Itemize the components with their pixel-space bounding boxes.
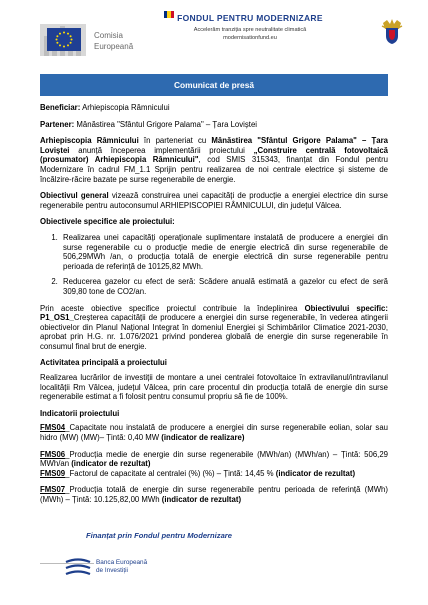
intro-paragraph bbox=[40, 136, 388, 184]
indicator-text: _Capacitate nou instalată de producere a energiei din surse regenerabile eolian, solar sau hidro (MW) (MW)– Țintă: 0,40 MW bbox=[40, 423, 388, 443]
intro-beneficiary: Arhiepiscopia Râmnicului bbox=[40, 136, 139, 146]
indicator-item bbox=[40, 469, 388, 479]
ec-logo-line-1: Comisia bbox=[94, 31, 123, 40]
main-activity-text: Realizarea lucrărilor de investiții de montare a unei centralei fotovoltaice în extravilanul/intravilanul localității Rm Vâlcea, județul Vâlcea, prin care procentul din producția totală de energie din surse regenerabile estimat a fi folosit pentru consumul propriu să fie de 100%. bbox=[40, 373, 388, 402]
beneficiary-value: Arhiepiscopia Râmnicului bbox=[82, 103, 170, 112]
indicator-type: (indicator de rezultat) bbox=[71, 459, 151, 469]
document-header bbox=[0, 0, 428, 68]
specific-objectives-heading: Obiectivele specifice ale proiectului: bbox=[40, 217, 175, 227]
main-activity-heading: Activitatea principală a proiectului bbox=[40, 358, 167, 368]
intro-text-1: în parteneriat cu bbox=[138, 136, 212, 146]
list-item: 2. Reducerea gazelor cu efect de seră: Scădere anuală estimată a gazelor cu efect de seră 309,80 tone de CO2/an. bbox=[60, 277, 388, 296]
partner-value: Mânăstirea "Sfântul Grigore Palama" – Țara Loviștei bbox=[76, 119, 258, 129]
intro-text-3: , cod SMIS 315343, finanțat din Fondul pentru Modernizare în cadrul FM_1.1 Sprijin pentru realizarea de noi centrale electrice și sisteme de încălzire-răcire bazate pe surse regenerabile de energie. bbox=[40, 155, 389, 184]
indicators-heading: Indicatorii proiectului bbox=[40, 408, 120, 418]
eib-logo-icon bbox=[64, 557, 92, 579]
beneficiary-label: Beneficiar: bbox=[40, 103, 81, 112]
indicator-item bbox=[40, 423, 388, 442]
indicators-title bbox=[40, 409, 388, 419]
contribution-paragraph bbox=[40, 304, 388, 352]
indicator-code: FMS06 bbox=[40, 449, 66, 459]
indicator-type: (indicator de rezultat) bbox=[275, 468, 356, 478]
fund-website: modernisationfund.eu bbox=[223, 35, 277, 41]
romanian-coat-of-arms-icon bbox=[380, 17, 404, 45]
eib-text-line-1: Banca Europeană bbox=[96, 559, 148, 566]
main-activity-title bbox=[40, 358, 388, 368]
general-objective-label: Obiectivul general bbox=[40, 191, 109, 201]
ec-logo-line-2: Europeană bbox=[94, 42, 134, 51]
indicator-code: FMS07 bbox=[40, 485, 66, 495]
beneficiary-line bbox=[40, 103, 388, 113]
intro-project-name: „Construire centrală fotovoltaică (prosumator) Arhiepiscopia Râmnicului" bbox=[40, 145, 389, 165]
indicator-code: FMS09 bbox=[40, 468, 66, 478]
contribution-text-2: Creșterea capacității de producere a energiei din surse regenerabile, în vederea atingerii obiectivelor din Planul Național Integrat în domeniul Energiei și Schimbărilor Climatice 2021-2030, aprobat prin H.G. nr. 1.076/2021 privind ponderea globală de energie din surse regenerabile în consumul final brut de energie. bbox=[40, 313, 388, 351]
indicator-type: (indicator de realizare) bbox=[161, 433, 245, 443]
indicator-type: (indicator de rezultat) bbox=[161, 495, 242, 504]
intro-text-2: anunță începerea implementării proiectului bbox=[69, 145, 254, 155]
press-release-band: Comunicat de presă bbox=[40, 74, 388, 96]
eib-text-line-2: de Investiții bbox=[96, 567, 128, 574]
partner-label: Partener: bbox=[40, 119, 75, 129]
document-body bbox=[40, 103, 388, 512]
general-objective-text: vizează construirea unei capacități de producție a energiei electrice din surse regenerabile pentru autoconsumul ARHIEPISCOPIEI RÂMNICULUI, din județul Vâlcea. bbox=[40, 191, 388, 210]
general-objective-paragraph bbox=[40, 191, 388, 210]
indicator-text: _Producția totală de energie din surse regenerabile pentru perioada de referință (MWh) (MWh) – Țintă: 10.125,82,00 MWh bbox=[40, 485, 388, 504]
eu-flag-icon bbox=[47, 28, 81, 51]
fund-tagline: Accelerăm tranziția spre neutralitate climatică bbox=[193, 27, 307, 33]
contribution-objective-code: Obiectivului specific: P1_OS1_ bbox=[40, 303, 388, 323]
indicator-item bbox=[40, 450, 388, 469]
contribution-text-1: Prin aceste obiective specifice proiectul contribuie la îndeplinirea bbox=[40, 303, 305, 313]
indicator-text: _Producția medie de energie din surse regenerabile (MWh/an) (MWh/an) – Țintă: 506,29 MWh/an bbox=[40, 449, 388, 469]
fund-title: FONDUL PENTRU MODERNIZARE bbox=[177, 13, 323, 23]
list-item: 1. Realizarea unei capacități operaționale suplimentare instalată de producere a energiei din surse regenerabile cu o producție medie de energie electrică din surse regenerabile de 506,29MWh /an, o producția totală de energie electrică din surse regenerabile pentru perioada de referință de 10125,82 MWh. bbox=[60, 233, 388, 271]
funded-by-text: Finanțat prin Fondul pentru Modernizare bbox=[86, 531, 232, 540]
eib-logo-text bbox=[96, 559, 147, 575]
ec-logo-text bbox=[94, 30, 133, 52]
indicator-item bbox=[40, 485, 388, 504]
indicator-code: FMS04 bbox=[40, 423, 66, 433]
indicator-text: _Factorul de capacitate al centralei (%) (%) – Țintă: 14,45 % bbox=[65, 468, 276, 478]
specific-objectives-list bbox=[40, 233, 388, 297]
intro-partner: Mânăstirea "Sfântul Grigore Palama" – Țara Loviștei bbox=[40, 136, 388, 155]
partner-line bbox=[40, 120, 388, 130]
specific-objectives-title bbox=[40, 217, 388, 227]
